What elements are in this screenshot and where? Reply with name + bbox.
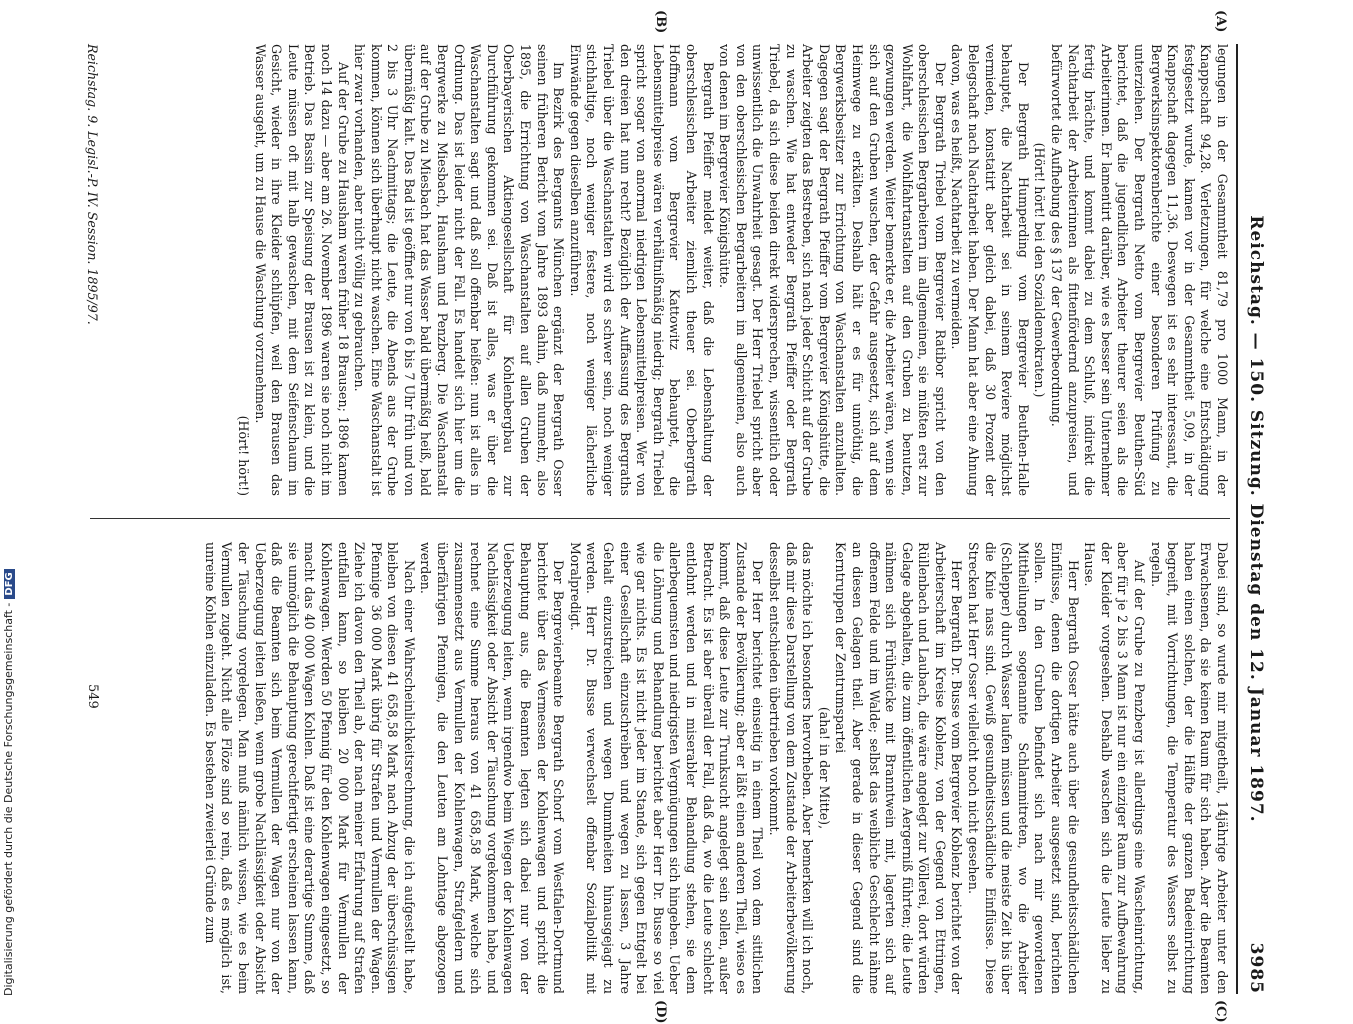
paragraph: Der Herr berichtet einseitig in einem Theil von dem sittlichen Zustande der Bevölkerung; aber er läßt einen anderen Theil, wieso es kommt, daß diese Leute zur Trunksucht angelegt sein sollen, außer Betracht. Es ist aber überall der Fall, daß da, wo die Leute schlecht entlohnt werden und in miserabler Behandlung stehen, sie dem allerbequemsten und niedrigsten Vergnügungen sich hingeben. Ueber die Löhnung und Behandlung berichtet aber Herr Dr. Busse so viel wie gar nichts. Es ist nicht jeder im Stande, sich gegen Entgelt bei einer Gesellschaft einzuschreiben und wegen zu lassen, 3 Jahre Gehalt einzustreichen und wegen Dummheiten hinausgejagt zu werden. Herr Dr. Busse verwechselt offenbar Sozialpolitik mit Moralpredigt. (567, 542, 766, 994)
paragraph: legungen in der Gesammtheit 81,79 pro 1000 Mann, in der Knappschaft 94,28. Verletzungen, für welche eine Entschädigung festgesetzt wurde, kamen vor in der Gesammtheit 5,09, in der Knappschaft dagegen 11,36. Deswegen ist es sehr interessant, die Bergwerksinspektorenberichte einer besonderen Prüfung zu unterziehen. Der Bergrath Netto vom Bergrevier Beuthen-Süd berichtet, daß die jugendlichen Arbeiter theurer seien als die Arbeiterinnen. Er lamentirt darüber, wie es besser sein Unternehmer fertig brächte, und kommt dabei zu dem Schluß, indirekt die Nachtarbeit der Arbeiterinnen als fittenfördernd anzupreisen, und befürwortet die Aufhebung des § 137 der Gewerbeordnung. (1049, 44, 1230, 496)
footer-page-number: 549 (85, 684, 100, 709)
margin-marker-a: (A) (1213, 10, 1228, 33)
column-divider (90, 518, 1230, 519)
paragraph: Der Bergrevierbeamte Bergrath Schorf vom Westfalen-Dortmund berichtet über das Vermessen der Kohlenwagen und spricht die Behauptung aus, die Beamten legten sich dabei nur von der Ueberzeugung leiten, wenn irgendwo beim Wiegen der Kohlenwagen Nachlässigkeit oder Absicht der Täuschung vorgekommen habe, und rechnet eine Summe heraus von 41 658,58 Mark, welche sich zusammensetzt aus Vermullen der Kohlenwagen, Strafgeldern und überfährigen Pfennigen, die den Leuten am Lohntage abgezogen werden. (418, 542, 567, 994)
page-footer: Reichstag. 9. Legisl.-P. IV. Session. 1895/97. (85, 44, 100, 325)
paragraph: das möchte ich besonders hervorheben. Aber bemerken will ich noch, daß mir diese Darstellung von dem Zustande der Arbeiterbevölkerung desselbst entschieden übertrieben vorkommt. (766, 542, 816, 994)
paragraph: Der Bergrath Triebel vom Bergrevier Ratibor spricht von den oberschlesischen Bergarbeitern im allgemeinen, sie müßten erst zur Wohlfahrt, die Wohlfahrtanstalten auf den Gruben zu benutzen, gezwungen werden. Weiter bemerkte er, die Arbeiter wären, wenn sie sich auf den Gruben wuschen, der Gefahr ausgesetzt, sich auf dem Heimwege zu erkälten. Deshalb hält er es für unnöthig, die Bergwerksbesitzer zur Errichtung von Waschanstalten anzuhalten. Dagegen sagt der Bergrath Pfeiffer vom Bergrevier Königshütte, die Arbeiter zeigten das Bestreben, sich nach jeder Schicht auf der Grube zu waschen. Wie hat entweder Bergrath Pfeiffer oder Bergrath Triebel, da sich diese beiden direkt widersprechen, wissentlich oder unwissentlich die Unwahrheit gesagt. Der Herr Triebel spricht aber von den oberschlesischen Bergarbeitern im allgemeinen, also auch von denen im Bergrevier Königshütte. (717, 44, 948, 496)
paragraph: Der Bergrath Humperding vom Bergrevier Beuthen-Halle behauptet, die Nachtarbeit sei in seinem Reviere möglichst vermieden, konstatirt aber gleich dabei, daß 30 Prozent der Belegschaft nach Nachtarbeit haben. Der Mann hat aber eine Ahnung davon, was es heißt, Nachtarbeit zu vermeiden. (949, 44, 1031, 496)
paragraph: Auf der Grube zu Penzberg ist allerdings eine Wascheinrichtung, aber für je 2 bis 3 Mann ist nur ein einziger Raum zur Aufbewahrung der Kleider vorgesehen. Deshalb waschen sich die Leute lieber zu Hause. (1082, 542, 1148, 994)
interjection: (aha! in der Mitte), (816, 706, 832, 830)
paragraph: Herr Bergrath Dr. Busse vom Bergrevier Koblenz berichtet von der Arbeiterschaft im Kreise Koblenz, von der Gegend von Ettringen, Rüllenbach und Laubach, die wäre angelegt zur Völlerei, dort würden Gelage abgehalten, die zum öffentlichen Aergerniß führten; die Leute nähmen sich Frühstücke mit Branntwein mit, lagerten sich auf offenem Felde und im Walde; selbst das weibliche Geschlecht nähme an diesen Gelagen theil. Aber gerade in dieser Gegend sind die Kerntruppen der Zentrumspartei (833, 542, 965, 994)
paragraph: Im Bezirk des Bergamts München ergänzt der Bergrath Osser seinen früheren Bericht vom Jahre 1893 dahin, daß nunmehr, also 1895, die Errichtung von Waschanstalten auf allen Gruben der Oberbayerischen Aktiengesellschaft für Kohlenbergbau zur Durchführung gekommen sei. Daß ist alles, was er über die Waschanstalten sagt und daß soll offenbar heißen: nun ist alles in Ordnung. Das ist leider nicht der Fall. Es handelt sich hier um die Bergwerke zu Miesbach, Hausham und Penzberg. Die Waschanstalt auf der Grube zu Miesbach hat das Wasser bald übermäßig heiß, bald übermäßig kalt. Das Bad ist geöffnet nur von 6 bis 7 Uhr früh und von 2 bis 3 Uhr Nachmittags; die Leute, die Abends aus der Grube kommen, können sich überhaupt nicht waschen. Eine Waschanstalt ist hier zwar vorhanden, aber nicht völlig zu gebrauchen. (352, 44, 567, 496)
interjection: (Hört! hört!) (235, 415, 251, 496)
paragraph: Auf der Grube zu Hausham waren früher 18 Brausen; 1896 kamen noch 14 dazu — aber am 26. November 1896 waren sie noch nicht im Betrieb. Das Bassin zur Speisung der Brausen ist zu klein, und die Leute müssen oft mit halb gewaschen, mit dem Seifenschaum im Gesicht, wieder in ihre Kleider schlüpfen, weil den Brausen das Wasser ausgeht, um zu Hause die Waschung vorzunehmen. (252, 44, 351, 496)
paragraph: Nach einer Wahrscheinlichkeitsrechnung, die ich aufgestellt habe, bleiben von diesen 41 658,58 Mark nach Abzug der überschüssigen Pfennige 36 000 Mark übrig für Strafen und Vermullen der Wagen. Ziehe ich davon den Theil ab, der nach meiner Erfahrung auf Strafen entfallen kann, so bleiben 20 000 Mark für Vermullen der Kohlenwagen. Werden 50 Pfennig für den Kohlenwagen eingesetzt, so macht das 40 000 Wagen Kohlen. Daß ist eine derartige Summe, daß sie unmöglich die Behauptung gerechtfertigt erscheinen lassen kann, daß die Beamten sich beim Vermullen der Wagen nur von der Ueberzeugung leiten ließen, wenn grobe Nachlässigkeit oder Absicht der Täuschung vorgelegen. Man muß nämlich wissen, wie es beim Vermullen zugeht. Nicht alle Flöze sind so rein, daß es möglich ist, unreine Kohlen einzuladen. Es bestehen zweierlei Gründe zum (202, 542, 417, 994)
dfg-logo-icon: DFG (4, 569, 15, 598)
margin-marker-d: (D) (653, 1000, 668, 1024)
document-page (48, 10, 1268, 1024)
credit-text: Digitalisierung gefördert durch die Deutsche Forschungsgemeinschaft - (2, 602, 15, 996)
paragraph: Herr Bergrath Osser hätte auch über die gesundheitsschädlichen Einflüsse, denen die dortigen Arbeiter ausgesetzt sind, berichten sollen. In den Gruben befindet sich nach mir gewordenen Mittheilungen sogenannte Schlammitreten, wo die Arbeiter (Schlepper) durch Wasser laufen müssen und die meiste Zeit bis über die Knie nass sind. Gewiß gesundheitsschädliche Einflüsse. Diese Strecken hat Herr Osser vielleicht noch nicht gesehen. (966, 542, 1081, 994)
margin-marker-c: (C) (1213, 1000, 1228, 1023)
paragraph: Dabei sind, so wurde mir mitgetheilt, 14jährige Arbeiter unter den Erwachsenen, da sie keinen Raum für sich haben. Aber die Beamten haben einen solchen, der die Hälfte der ganzen Badeeinrichtung begreift, mit Vorrichtungen, die Temperatur des Wassers selbst zu regeln. (1148, 542, 1230, 994)
left-column (234, 44, 1230, 496)
right-column (201, 542, 1230, 994)
page-header (1240, 44, 1268, 994)
header-rule (1236, 44, 1238, 994)
page-number: 3985 (1246, 942, 1266, 994)
margin-marker-b: (B) (653, 10, 668, 34)
paragraph: Bergrath Pfeiffer meldet weiter, daß die Lebenshaltung der oberschlesischen Arbeiter ziemlich theuer sei. Oberbergrath Hoffmann vom Bergrevier Kattowitz behauptet, die Lebensmittelpreise wären verhältnißmäßig niedrig; Bergrath Triebel spricht sogar von anormal niedrigen Lebensmittelpreisen. Wer von den dreien hat nun recht? Bezüglich der Auffassung des Bergraths Triebel über die Waschanstalten wird es schwer sein, noch weniger stichhaltige, noch weniger festere, noch weniger lächerliche Einwände gegen dieselben anzuführen. (567, 44, 716, 496)
digitization-credit (2, 0, 18, 996)
page-title: Reichstag. — 150. Sitzung. Dienstag den 12. Januar 1897. (1246, 215, 1266, 823)
interjection: (Hört! hört! bei den Sozialdemokraten.) (1032, 142, 1048, 398)
